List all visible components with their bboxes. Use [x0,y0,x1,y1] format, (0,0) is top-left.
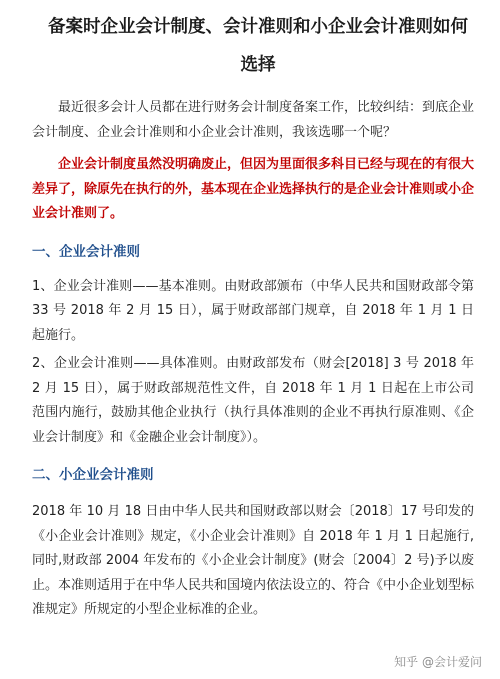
small-enterprise-paragraph: 2018 年 10 月 18 日由中华人民共和国财政部以财会〔2018〕17 号印发的《小企业会计准则》规定，《小企业会计准则》自 2018 年 1 月 1 日起施行,同时,财政部 2004 年发布的《小企业会计制度》(财会〔2004〕2 号)予以废止。本准则适用于在中华人民共和国境内依法设立的、符合《中小企业划型标准规定》所规定的小型企业标准的企业。 [32,504,475,617]
article-title [32,8,474,84]
article-title-line2: 选择 [240,55,276,75]
zhihu-watermark: 知乎 @会计爱问 [390,652,486,671]
specific-standard-paragraph: 2、企业会计准则——具体准则。由财政部发布（财会[2018] 3 号 2018 年 2 月 15 日），属于财政部规范性文件，自 2018 年 1 月 1 日起在上市公司范围内施行，鼓励其他企业执行（执行具体准则的企业不再执行原准则、《企业会计制度》和《金融企业会计制度》）。 [32,356,474,445]
article-title-line1: 备案时企业会计制度、会计准则和小企业会计准则如何 [48,17,468,37]
intro-paragraph: 最近很多会计人员都在进行财务会计制度备案工作，比较纠结：到底企业会计制度、企业会计准则和小企业会计准则，我该选哪一个呢？ [32,100,475,140]
section-heading-small-enterprise-standards: 二、小企业会计准则 [32,467,154,483]
warning-paragraph: 企业会计制度虽然没明确废止，但因为里面很多科目已经与现在的有很大差异了，除原先在执行的外，基本现在企业选择执行的是企业会计准则或小企业会计准则了。 [32,157,475,221]
section-heading-enterprise-standards: 一、企业会计准则 [32,243,140,260]
basic-standard-paragraph: 1、企业会计准则——基本准则。由财政部颁布（中华人民共和国财政部令第 33 号 2018 年 2 月 15 日），属于财政部部门规章，自 2018 年 1 月 1 日起施行。 [32,278,474,343]
